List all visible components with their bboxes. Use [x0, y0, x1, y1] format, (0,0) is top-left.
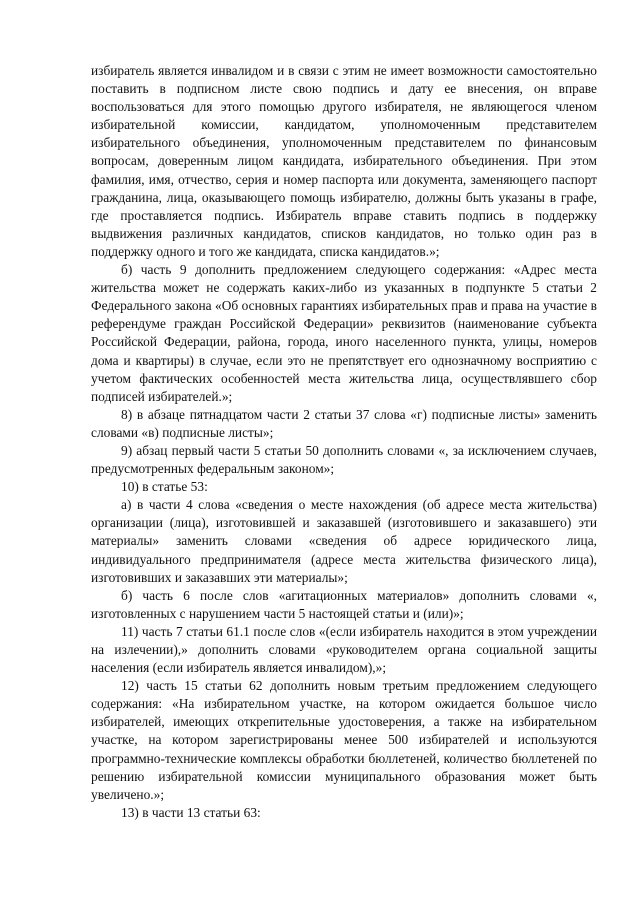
paragraph-item-13: 13) в части 13 статьи 63: — [121, 804, 261, 820]
paragraph-signature-assistance: избиратель является инвалидом и в связи с этим не имеет возможности самостоятельно поставить в подписном листе свою подпись и дату ее внесения, он вправе воспользоваться для этого помощью другого избирателя, не являющегося членом избирательной комиссии, кандидатом, уполномоченным представителем избирательного объединения, уполномоченным представителем по финансовым вопросам, доверенным лицом кандидата, избирательного объединения. При этом фамилия, имя, отчество, серия и номер паспорта или документа, заменяющего паспорт гражданина, лица, оказывающего помощь избирателю, должны быть указаны в графе, где проставляется подпись. Избиратель вправе ставить подпись в поддержку выдвижения различных кандидатов, списков кандидатов, но только один раз в поддержку одного и того же кандидата, списка кандидатов.»; — [91, 63, 597, 259]
paragraph-item-10a: а) в части 4 слова «сведения о месте нахождения (об адресе места жительства) организации (лица), изготовившей и заказавшей (изготовившего и заказавшего) эти материалы» заменить словами «сведения об адресе юридического лица, индивидуального предпринимателя (адресе места жительства физического лица), изготовивших и заказавших эти материалы»; — [91, 497, 597, 585]
paragraph-item-12: 12) часть 15 статьи 62 дополнить новым третьим предложением следующего содержания: «На избирательном участке, на котором ожидается большое число избирателей, имеющих открепительные удостоверения, а также на избирательном участке, на котором зарегистрированы менее 500 избирателей и используются программно-технические комплексы обработки бюллетеней, количество бюллетеней по решению избирательной комиссии муниципального образования может быть увеличено.»; — [91, 678, 597, 802]
paragraph-item-10b: б) часть 6 после слов «агитационных материалов» дополнить словами «, изготовленных с нарушением части 5 настоящей статьи и (или)»; — [91, 587, 597, 621]
paragraph-item-11: 11) часть 7 статьи 61.1 после слов «(если избиратель находится в этом учреждении на излечении),» дополнить словами «руководителем органа социальной защиты населения (если избиратель является инвалидом),»; — [91, 623, 597, 676]
paragraph-item-8: 8) в абзаце пятнадцатом части 2 статьи 37 слова «г) подписные листы» заменить словами «в) подписные листы»; — [91, 406, 597, 440]
paragraph-item-10: 10) в статье 53: — [121, 479, 208, 495]
paragraph-part-9-address: б) часть 9 дополнить предложением следующего содержания: «Адрес места жительства может не содержать каких-либо из указанных в подпункте 5 статьи 2 Федерального закона «Об основных гарантиях избирательных прав и права на участие в референдуме граждан Российской Федерации» реквизитов (наименование субъекта Российской Федерации, района, города, иного населенного пункта, улицы, номеров дома и квартиры) в случае, если это не препятствует его однозначному восприятию с учетом фактических особенностей места жительства лица, осуществлявшего сбор подписей избирателей.»; — [91, 262, 597, 404]
paragraph-item-9: 9) абзац первый части 5 статьи 50 дополнить словами «, за исключением случаев, предусмотренных федеральным законом»; — [91, 442, 597, 477]
